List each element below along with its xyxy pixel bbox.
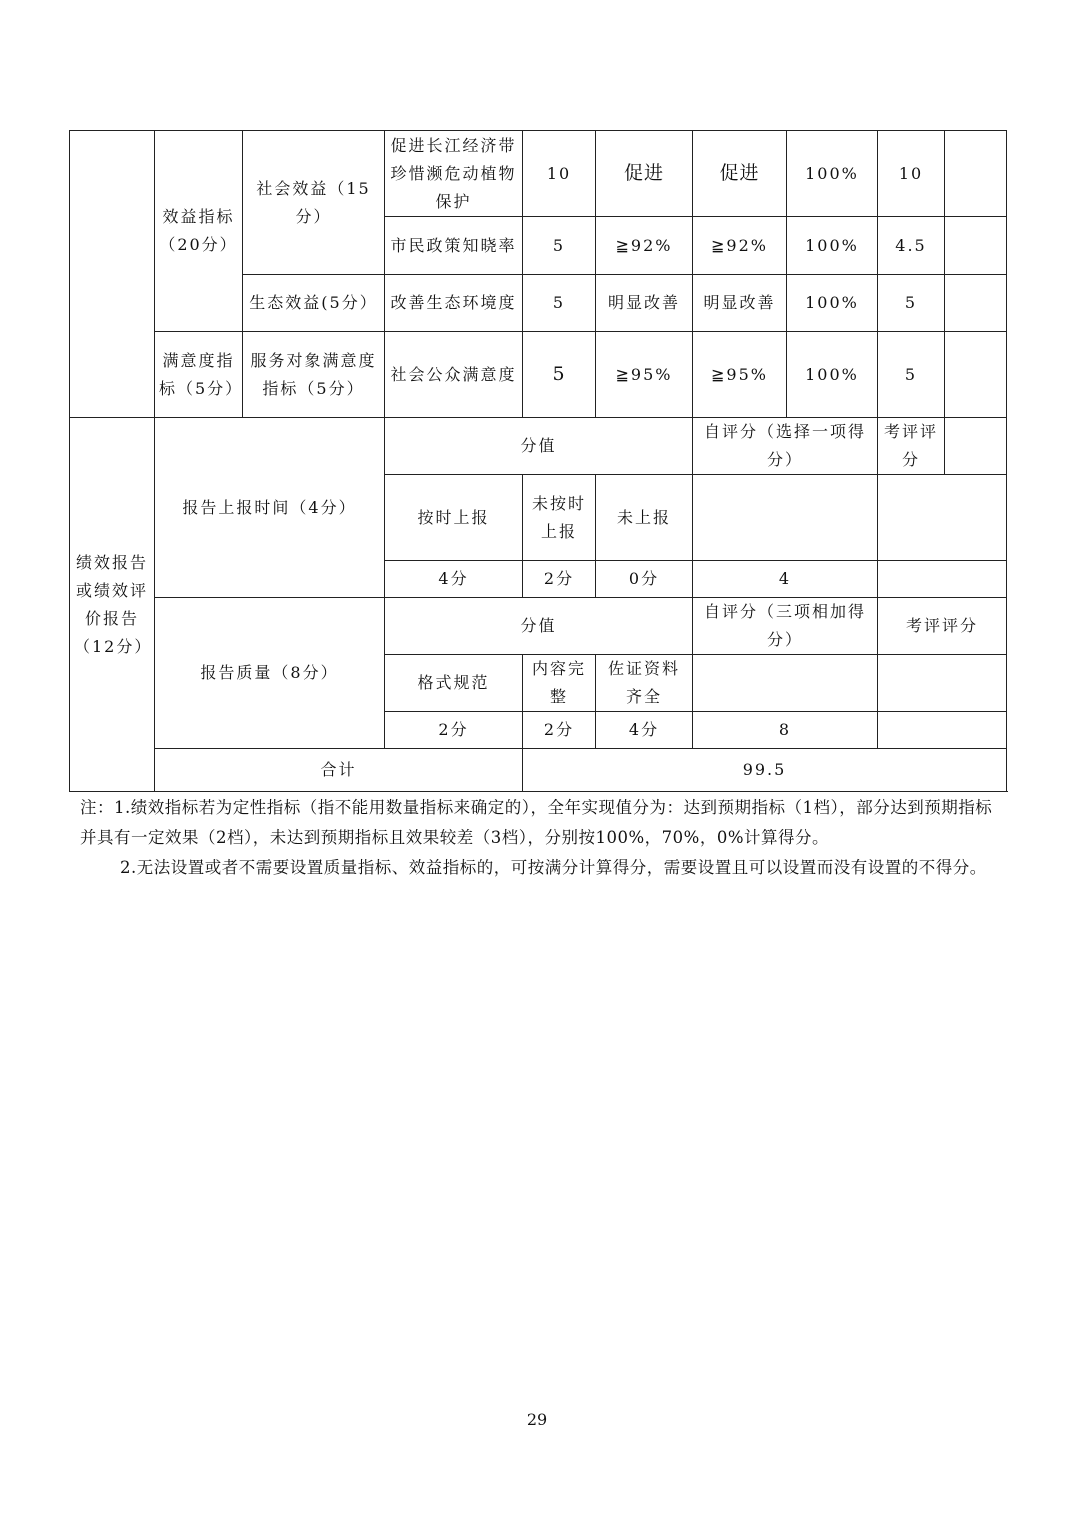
report-quality-label: 报告质量（8分） (155, 598, 385, 749)
report-timing-label: 报告上报时间（4分） (155, 418, 385, 598)
indicator-cell: 社会公众满意度 (385, 332, 523, 418)
empty-cell (878, 475, 1007, 561)
points-cell: 2分 (523, 561, 596, 598)
points-cell: 4分 (385, 561, 523, 598)
empty-cell (693, 475, 878, 561)
actual-cell: 明显改善 (693, 275, 787, 332)
self-score-header: 自评分（选择一项得分） (693, 418, 878, 475)
indicator-cell: 改善生态环境度 (385, 275, 523, 332)
total-label: 合计 (155, 749, 523, 792)
rate-cell: 100% (787, 217, 878, 275)
indicator-cell: 市民政策知晓率 (385, 217, 523, 275)
weight-cell: 5 (523, 332, 596, 418)
satisfaction-label: 服务对象满意度指标（5分） (243, 332, 385, 418)
first-category-cell (70, 131, 155, 418)
self-score-value: 4 (693, 561, 878, 598)
review-score-value (878, 712, 1007, 749)
option-cell: 未上报 (596, 475, 693, 561)
rate-cell: 100% (787, 332, 878, 418)
value-header: 分值 (385, 598, 693, 655)
target-cell: 促进 (596, 131, 693, 217)
social-benefit-label: 社会效益（15分） (243, 131, 385, 275)
score-cell: 10 (878, 131, 945, 217)
review-cell (945, 131, 1007, 217)
review-score-value (878, 561, 1007, 598)
page-number: 29 (526, 1410, 548, 1429)
self-score-value: 8 (693, 712, 878, 749)
rate-cell: 100% (787, 131, 878, 217)
weight-cell: 5 (523, 275, 596, 332)
indicator-cell: 促进长江经济带珍惜濒危动植物保护 (385, 131, 523, 217)
points-cell: 2分 (385, 712, 523, 749)
target-cell: ≧95% (596, 332, 693, 418)
option-cell: 未按时上报 (523, 475, 596, 561)
option-cell: 按时上报 (385, 475, 523, 561)
report-category-cell: 绩效报告或绩效评价报告（12分） (70, 418, 155, 792)
satisfaction-category-cell: 满意度指标（5分） (155, 332, 243, 418)
footnotes (80, 793, 998, 883)
score-cell: 5 (878, 332, 945, 418)
benefit-category-cell: 效益指标（20分） (155, 131, 243, 332)
weight-cell: 10 (523, 131, 596, 217)
empty-cell (878, 655, 1007, 712)
performance-evaluation-table (69, 130, 1007, 792)
target-cell: 明显改善 (596, 275, 693, 332)
score-cell: 4.5 (878, 217, 945, 275)
option-cell: 佐证资料齐全 (596, 655, 693, 712)
target-cell: ≧92% (596, 217, 693, 275)
total-value: 99.5 (523, 749, 1007, 792)
points-cell: 4分 (596, 712, 693, 749)
points-cell: 2分 (523, 712, 596, 749)
empty-cell (693, 655, 878, 712)
review-cell (945, 332, 1007, 418)
review-score-header: 考评评分 (878, 598, 1007, 655)
weight-cell: 5 (523, 217, 596, 275)
actual-cell: ≧92% (693, 217, 787, 275)
option-cell: 格式规范 (385, 655, 523, 712)
option-cell: 内容完整 (523, 655, 596, 712)
score-cell: 5 (878, 275, 945, 332)
points-cell: 0分 (596, 561, 693, 598)
note-2: 2.无法设置或者不需要设置质量指标、效益指标的，可按满分计算得分，需要设置且可以设置而没有设置的不得分。 (120, 858, 987, 877)
actual-cell: ≧95% (693, 332, 787, 418)
value-header: 分值 (385, 418, 693, 475)
note-1: 注：1.绩效指标若为定性指标（指不能用数量指标来确定的），全年实现值分为：达到预期指标（1档），部分达到预期指标并具有一定效果（2档），未达到预期指标且效果较差（3档），分别按100%，70%，0%计算得分。 (80, 798, 993, 847)
actual-cell: 促进 (693, 131, 787, 217)
rate-cell: 100% (787, 275, 878, 332)
eco-benefit-label: 生态效益(5分） (243, 275, 385, 332)
review-score-header: 考评评分 (878, 418, 945, 475)
self-score-header: 自评分（三项相加得分） (693, 598, 878, 655)
review-cell (945, 275, 1007, 332)
review-cell (945, 217, 1007, 275)
empty-cell (945, 418, 1007, 475)
